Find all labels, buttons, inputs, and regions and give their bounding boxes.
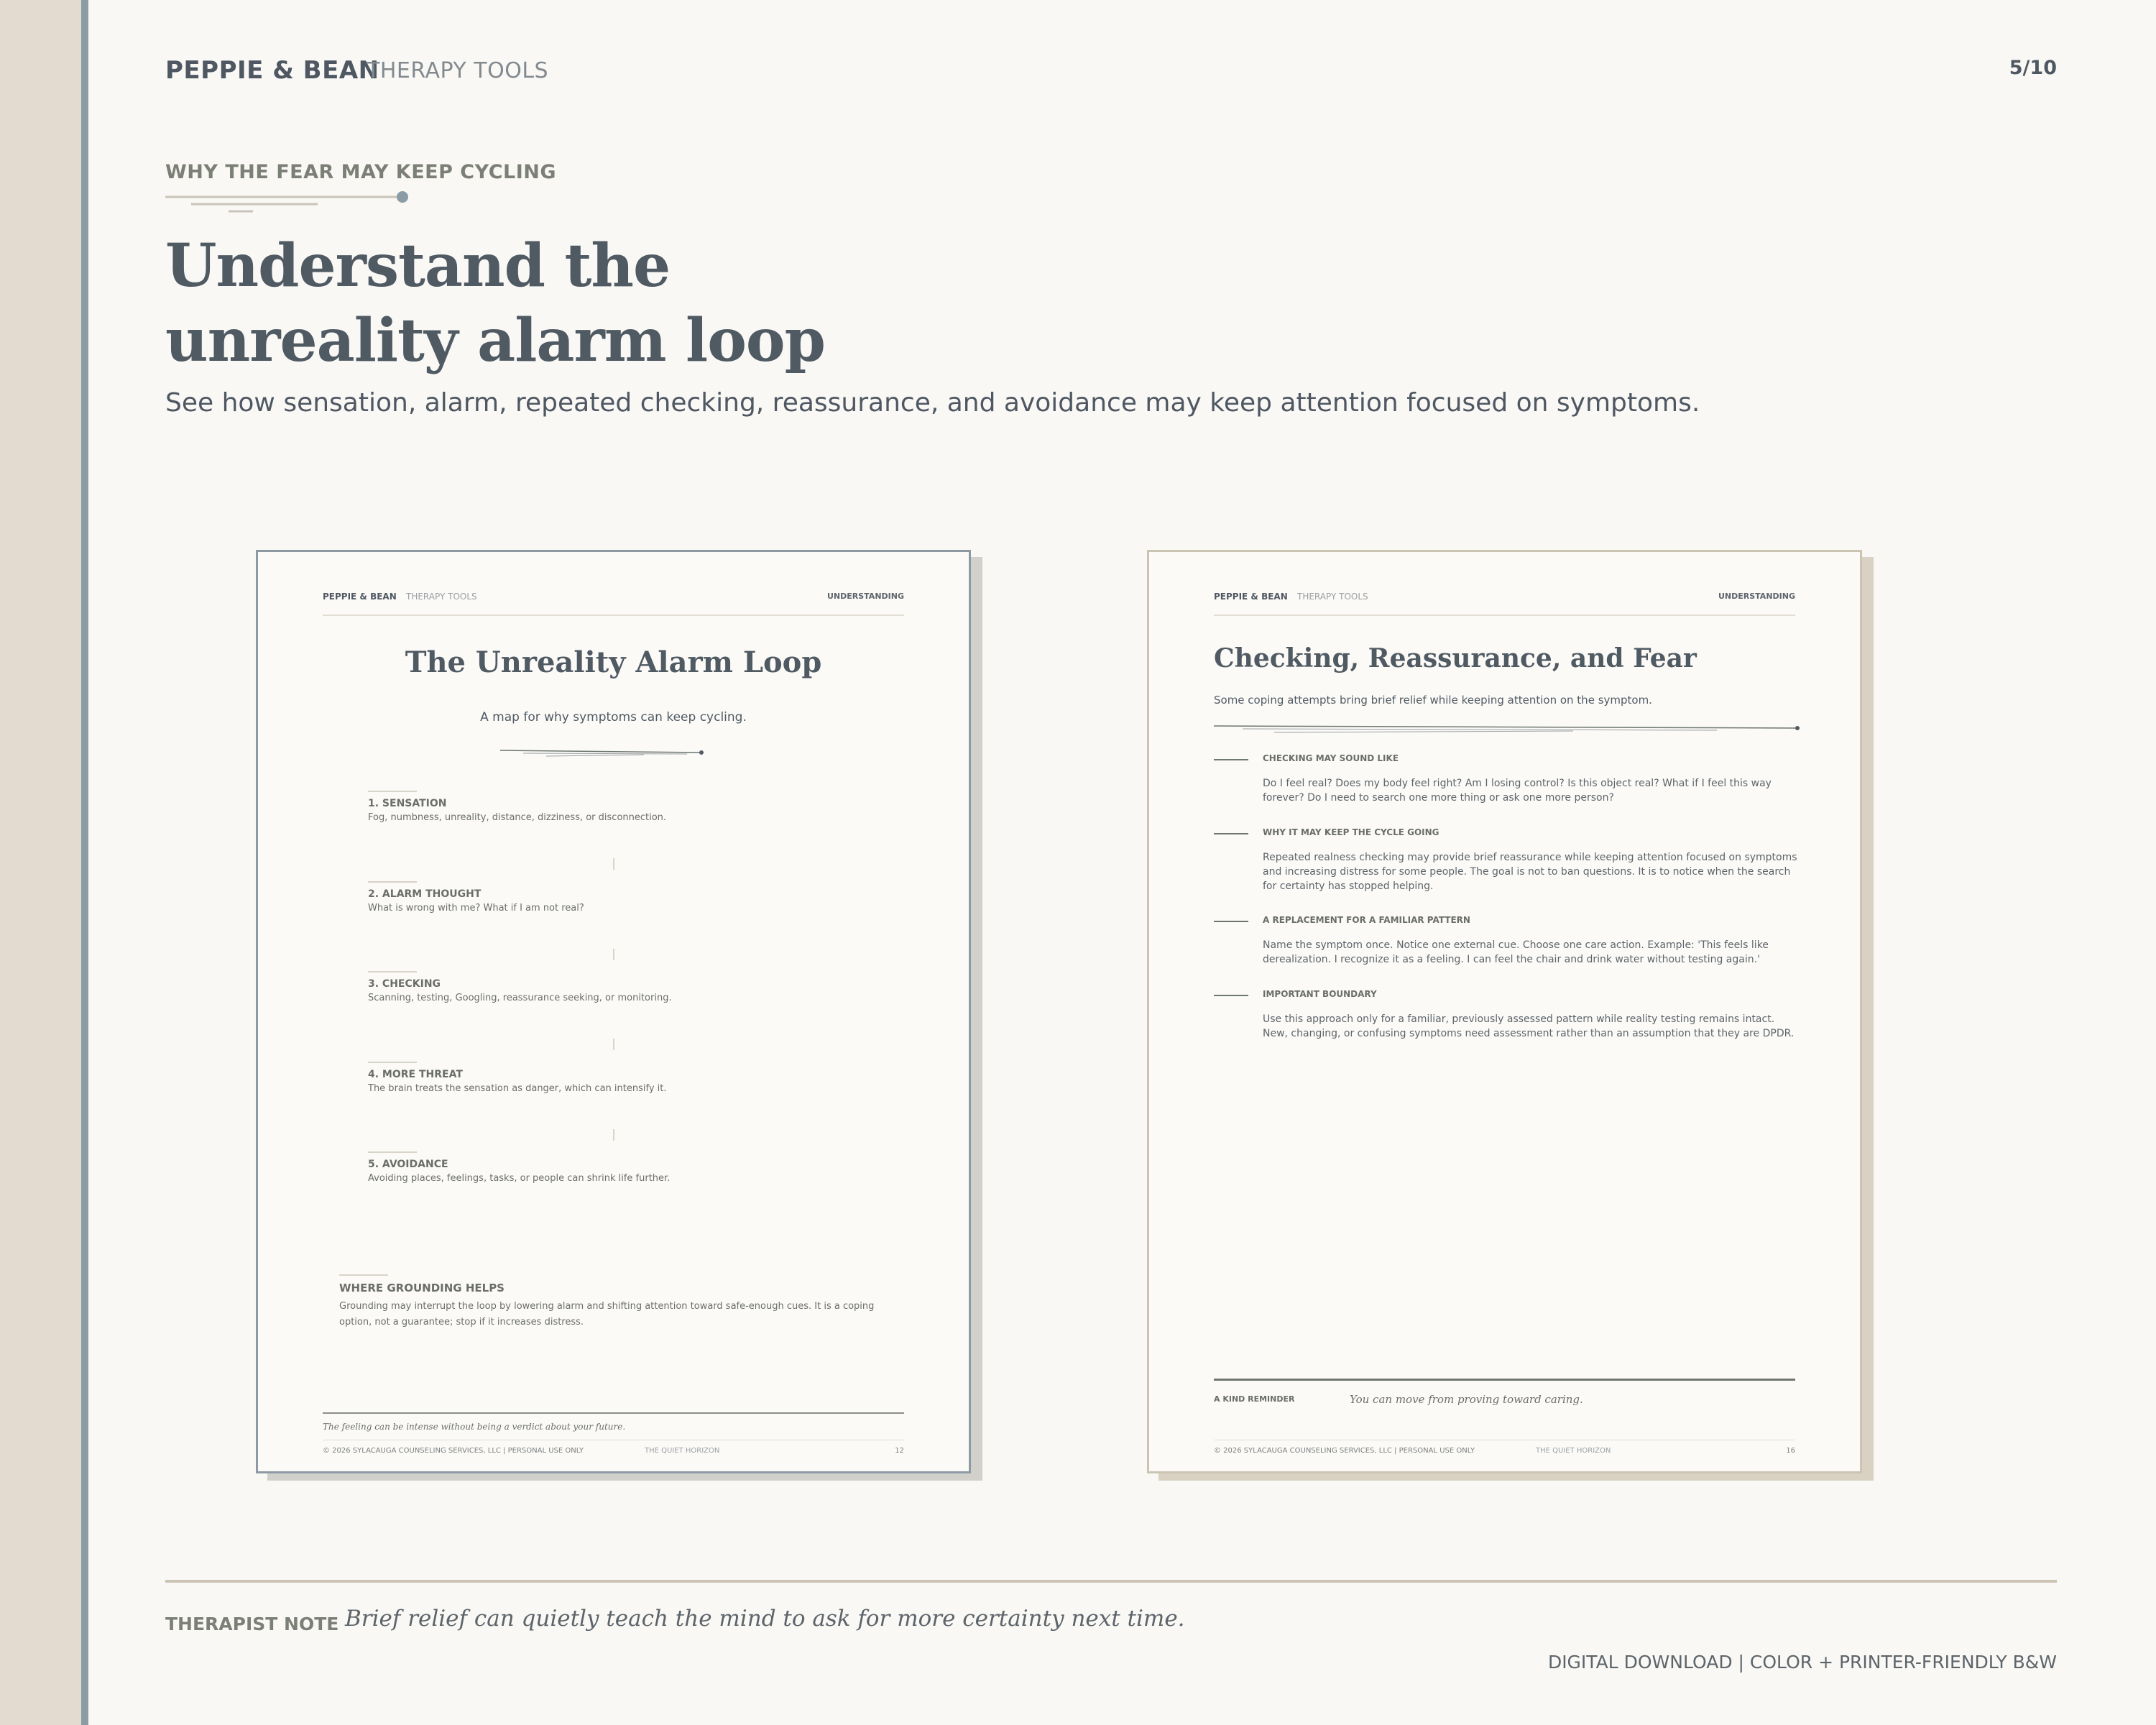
therapist-note-text: Brief relief can quietly teach the mind to ask for more certainty next time. xyxy=(345,1606,1185,1632)
sheet-header xyxy=(1214,592,1795,616)
sheet-title: Checking, Reassurance, and Fear xyxy=(1214,643,1697,673)
sheet-subtitle: A map for why symptoms can keep cycling. xyxy=(480,710,747,724)
loop-step xyxy=(368,791,871,823)
loop-step-desc: The brain treats the sensation as danger, which can intensify it. xyxy=(368,1083,667,1094)
sheet-brand-subtitle: THERAPY TOOLS xyxy=(406,592,477,602)
grounding-desc: Grounding may interrupt the loop by lowering alarm and shifting attention toward safe-enough cues. It is a coping option, not a guarantee; stop if it increases distress. xyxy=(339,1301,875,1328)
sheet-category-tag: UNDERSTANDING xyxy=(1718,592,1795,601)
loop-step-desc: What is wrong with me? What if I am not real? xyxy=(368,903,584,914)
section-label: WHY IT MAY KEEP THE CYCLE GOING xyxy=(1263,827,1439,837)
loop-step xyxy=(368,1062,871,1094)
section-body: Repeated realness checking may provide brief reassurance while keeping attention focused on symptoms and increasing distress for some people. The goal is not to ban questions. It is to notice when the search for certainty has stopped helping. xyxy=(1263,852,1797,892)
sheet-copyright: © 2026 SYLACAUGA COUNSELING SERVICES, LLC | PERSONAL USE ONLY xyxy=(1214,1447,1475,1455)
sheet-brand: PEPPIE & BEAN xyxy=(323,592,397,602)
eyebrow-ornament xyxy=(165,188,410,217)
note-divider xyxy=(165,1580,2057,1583)
loop-step-desc: Avoiding places, feelings, tasks, or people can shrink life further. xyxy=(368,1173,671,1184)
loop-step-label: 1. SENSATION xyxy=(368,798,447,809)
reminder-rule xyxy=(1214,1379,1795,1381)
sheet-ornament xyxy=(1214,723,1803,740)
reminder-text: You can move from proving toward caring. xyxy=(1350,1393,1583,1406)
loop-step xyxy=(368,971,871,1003)
brand-subtitle: THERAPY TOOLS xyxy=(367,58,549,83)
brand-name: PEPPIE & BEAN xyxy=(165,56,379,85)
eyebrow-label: WHY THE FEAR MAY KEEP CYCLING xyxy=(165,161,557,183)
sheet-ornament xyxy=(500,748,716,762)
sheet-subtitle: Some coping attempts bring brief relief while keeping attention on the symptom. xyxy=(1214,694,1652,707)
loop-step-desc: Scanning, testing, Googling, reassurance seeking, or monitoring. xyxy=(368,993,672,1003)
side-band xyxy=(0,0,81,1725)
section-body: Name the symptom once. Notice one external cue. Choose one care action. Example: 'This feels like derealization. I recognize it as a feeling. I can feel the chair and drink water without testing again.' xyxy=(1263,939,1769,965)
sheet-page-number: 12 xyxy=(895,1447,904,1455)
sheet-series: THE QUIET HORIZON xyxy=(1536,1447,1611,1455)
loop-step-desc: Fog, numbness, unreality, distance, dizziness, or disconnection. xyxy=(368,812,667,823)
page-title-line-2: unreality alarm loop xyxy=(165,306,825,375)
sheet-copyright: © 2026 SYLACAUGA COUNSELING SERVICES, LLC | PERSONAL USE ONLY xyxy=(323,1447,584,1455)
loop-connector xyxy=(613,949,614,960)
loop-step xyxy=(368,881,871,914)
worksheet-preview-checking xyxy=(1147,550,1862,1473)
section-label: CHECKING MAY SOUND LIKE xyxy=(1263,753,1399,763)
section-body: Do I feel real? Does my body feel right? Am I losing control? Is this object real? What if I feel this way forever? Do I need to search one more thing or ask one more person? xyxy=(1263,778,1772,804)
grounding-label: WHERE GROUNDING HELPS xyxy=(339,1282,505,1294)
sheet-category-tag: UNDERSTANDING xyxy=(826,592,904,601)
sheet-header xyxy=(323,592,904,616)
page-counter: 5/10 xyxy=(2009,57,2057,79)
grounding-callout xyxy=(339,1274,900,1330)
loop-step-label: 5. AVOIDANCE xyxy=(368,1159,448,1170)
sheet-page-number: 16 xyxy=(1786,1447,1795,1455)
therapist-note-label: THERAPIST NOTE xyxy=(165,1614,339,1634)
page-title xyxy=(165,229,1315,378)
sheet-footer-quote: The feeling can be intense without being a verdict about your future. xyxy=(323,1422,626,1432)
page-title-line-1: Understand the xyxy=(165,231,671,300)
loop-connector xyxy=(613,1129,614,1141)
reminder-label: A KIND REMINDER xyxy=(1214,1394,1295,1404)
side-accent-rule xyxy=(81,0,88,1725)
worksheet-preview-alarm-loop xyxy=(256,550,971,1473)
section-label: IMPORTANT BOUNDARY xyxy=(1263,989,1377,999)
sheet-brand: PEPPIE & BEAN xyxy=(1214,592,1288,602)
page-subtitle: See how sensation, alarm, repeated checking, reassurance, and avoidance may keep attention focused on symptoms. xyxy=(165,388,1700,418)
sheet-footer-rule xyxy=(323,1412,904,1414)
sheet-series: THE QUIET HORIZON xyxy=(645,1447,720,1455)
loop-connector xyxy=(613,858,614,870)
loop-connector xyxy=(613,1039,614,1050)
loop-step-label: 3. CHECKING xyxy=(368,978,441,990)
section-body: Use this approach only for a familiar, previously assessed pattern while reality testing remains intact. New, changing, or confusing symptoms need assessment rather than an assumption that they are DPDR. xyxy=(1263,1013,1795,1039)
loop-step-label: 4. MORE THREAT xyxy=(368,1069,463,1080)
sheet-title: The Unreality Alarm Loop xyxy=(405,645,822,679)
download-info: DIGITAL DOWNLOAD | COLOR + PRINTER-FRIENDLY B&W xyxy=(1547,1652,2057,1673)
sheet-brand-subtitle: THERAPY TOOLS xyxy=(1297,592,1368,602)
loop-step-label: 2. ALARM THOUGHT xyxy=(368,888,482,900)
section-label: A REPLACEMENT FOR A FAMILIAR PATTERN xyxy=(1263,915,1470,925)
loop-step xyxy=(368,1151,871,1184)
